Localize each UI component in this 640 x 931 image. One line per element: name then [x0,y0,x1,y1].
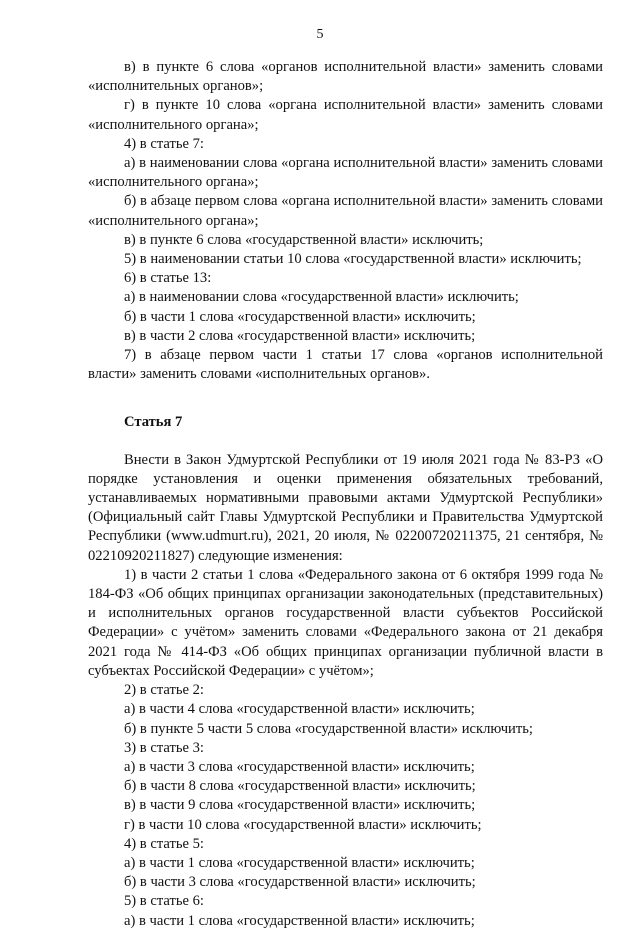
article-title: Статья 7 [124,414,183,431]
paragraph: г) в пункте 10 слова «органа исполнительной власти» заменить словами «исполнительного органа»; [88,97,603,133]
paragraph: Внести в Закон Удмуртской Республики от 19 июля 2021 года № 83-РЗ «О порядке установления и оценки применения обязательных требований, устанавливаемых нормативными правовыми актами Удмуртской Республики» (Официальный сайт Главы Удмуртской Республики и Правительства Удмуртской Республики (www.udmurt.ru), 2021, 20 июля, № 02200720211375, 21 сентября, № 02210920211827) следующие изменения: [88,451,603,564]
paragraph: 5) в наименовании статьи 10 слова «государственной власти» исключить; [124,251,582,268]
paragraph: г) в части 10 слова «государственной власти» исключить; [124,816,482,833]
page-number: 5 [316,27,324,42]
paragraph: б) в части 3 слова «государственной власти» исключить; [124,874,476,891]
paragraph: 7) в абзаце первом части 1 статьи 17 слова «органов исполнительной власти» заменить словами «исполнительных органов». [88,347,603,383]
paragraph: 3) в статье 3: [124,739,204,756]
paragraph: б) в части 8 слова «государственной власти» исключить; [124,778,476,795]
paragraph: а) в наименовании слова «государственной власти» исключить; [124,289,519,306]
paragraph: б) в части 1 слова «государственной власти» исключить; [124,308,476,325]
document-body [88,58,603,931]
paragraph: в) в пункте 6 слова «органов исполнительной власти» заменить словами «исполнительных органов»; [88,59,603,95]
paragraph: 4) в статье 5: [124,835,204,852]
paragraph: 4) в статье 7: [124,135,204,152]
paragraph: 6) в статье 13: [124,270,212,287]
paragraph: а) в части 1 слова «государственной власти» исключить; [124,854,475,871]
paragraph: в) в пункте 6 слова «государственной власти» исключить; [124,231,484,248]
paragraph: а) в части 1 слова «государственной власти» исключить; [124,912,475,929]
paragraph: а) в части 3 слова «государственной власти» исключить; [124,758,475,775]
paragraph: в) в части 2 слова «государственной власти» исключить; [124,327,476,344]
paragraph: б) в пункте 5 части 5 слова «государственной власти» исключить; [124,720,533,737]
paragraph: 5) в статье 6: [124,893,204,910]
paragraph: 1) в части 2 статьи 1 слова «Федерального закона от 6 октября 1999 года № 184-ФЗ «Об общих принципах организации законодательных (представительных) и исполнительных органов государственной власти субъектов Российской Федерации» с учётом» заменить словами «Федерального закона от 21 декабря 2021 года № 414-ФЗ «Об общих принципах организации публичной власти в субъектах Российской Федерации» с учётом»; [88,566,603,679]
paragraph: 2) в статье 2: [124,682,204,699]
paragraph: а) в наименовании слова «органа исполнительной власти» заменить словами «исполнительного органа»; [88,155,603,191]
paragraph: в) в части 9 слова «государственной власти» исключить; [124,797,476,814]
paragraph: б) в абзаце первом слова «органа исполнительной власти» заменить словами «исполнительного органа»; [88,193,603,229]
paragraph: а) в части 4 слова «государственной власти» исключить; [124,701,475,718]
